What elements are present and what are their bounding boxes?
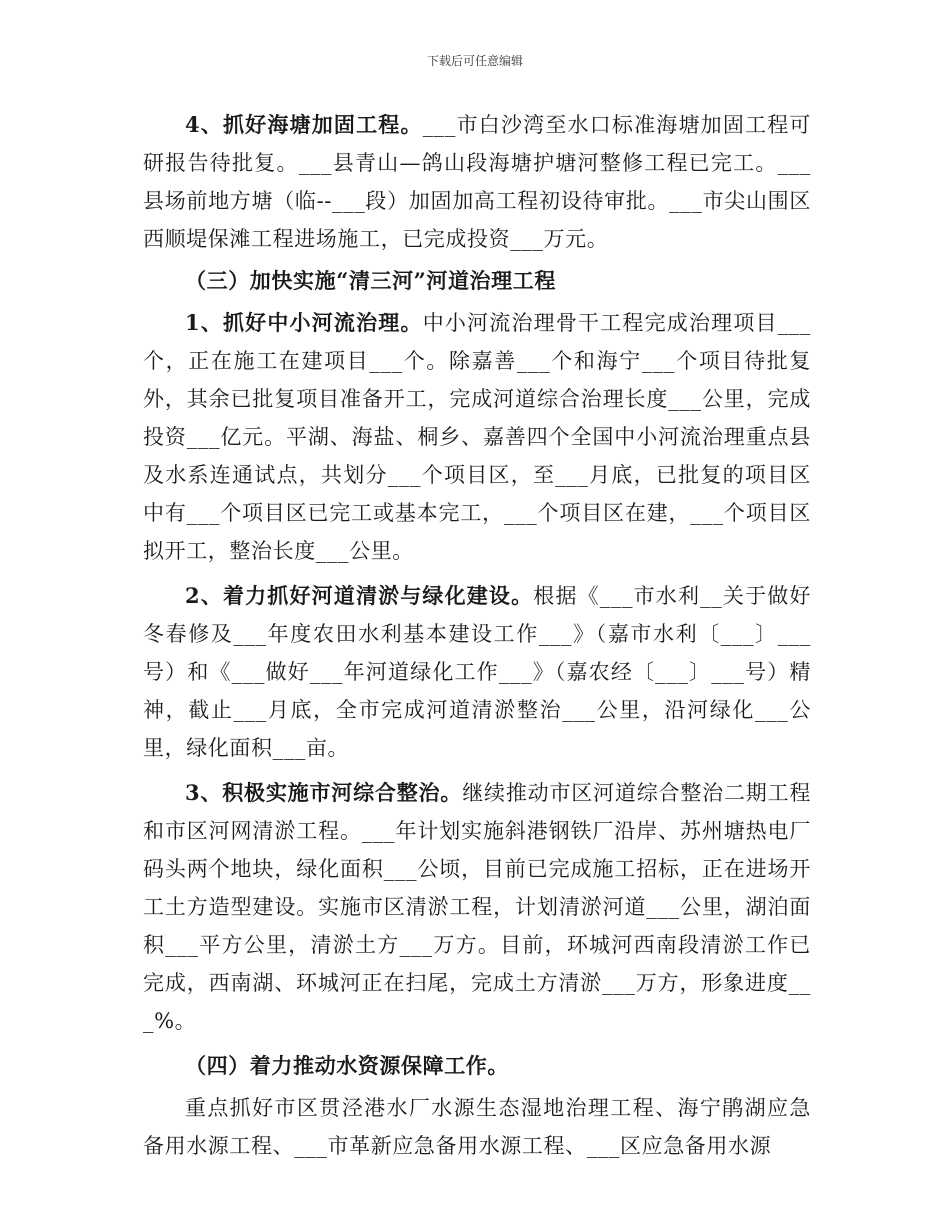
document-body xyxy=(143,106,811,1165)
page-header: 下载后可任意编辑 xyxy=(426,54,523,68)
item-body-seawall: ___市白沙湾至水口标准海塘加固工程可研报告待批复。___县青山—鸽山段海塘护塘河整修工程已完工。___县场前地方塘（临--___段）加固加高工程初设待审批。___市尖山围区西顺堤保滩工程进场施工，已完成投资___万元。 xyxy=(143,113,811,251)
item-body-water-supply: 重点抓好市区贯泾港水厂水源生态湿地治理工程、海宁鹃湖应急备用水源工程、___市革新应急备用水源工程、___区应急备用水源 xyxy=(143,1096,811,1158)
section-heading-four: （四）着力推动水资源保障工作。 xyxy=(185,1053,509,1078)
paragraph-city-river xyxy=(143,774,811,1040)
paragraph-seawall xyxy=(143,106,811,258)
paragraph-water-supply xyxy=(143,1089,811,1165)
item-body-city-river: 继续推动市区河道综合整治二期工程和市区河网清淤工程。___年计划实施斜港钢铁厂沿岸、苏州塘热电厂码头两个地块，绿化面积___公顷，目前已完成施工招标，正在进场开工土方造型建设。实施市区清淤工程，计划清淤河道___公里，湖泊面积___平方公里，清淤土方___万方。目前，环城河西南段清淤工作已完成，西南湖、环城河正在扫尾，完成土方清淤___万方，形象进度___%。 xyxy=(143,781,811,1033)
section-heading-three: （三）加快实施“清三河”河道治理工程 xyxy=(185,268,556,293)
item-heading-dredging: 2、着力抓好河道清淤与绿化建设。 xyxy=(185,583,534,608)
item-heading-seawall: 4、抓好海塘加固工程。 xyxy=(185,112,423,137)
paragraph-dredging xyxy=(143,577,811,767)
paragraph-small-rivers xyxy=(143,304,811,570)
item-heading-small-rivers: 1、抓好中小河流治理。 xyxy=(185,310,423,335)
item-heading-city-river: 3、积极实施市河综合整治。 xyxy=(185,780,463,805)
item-body-dredging: 根据《___市水利__关于做好冬春修及___年度农田水利基本建设工作___》（嘉市水利〔___〕___号）和《___做好___年河道绿化工作___》（嘉农经〔___〕___号）精神，截止___月底，全市完成河道清淤整治___公里，沿河绿化___公里，绿化面积___亩。 xyxy=(143,584,812,760)
item-body-small-rivers: 中小河流治理骨干工程完成治理项目___个，正在施工在建项目___个。除嘉善___个和海宁___个项目待批复外，其余已批复项目准备开工，完成河道综合治理长度___公里，完成投资___亿元。平湖、海盐、桐乡、嘉善四个全国中小河流治理重点县及水系连通试点，共划分___个项目区，至___月底，已批复的项目区中有___个项目区已完工或基本完工，___个项目区在建，___个项目区拟开工，整治长度___公里。 xyxy=(143,311,811,563)
